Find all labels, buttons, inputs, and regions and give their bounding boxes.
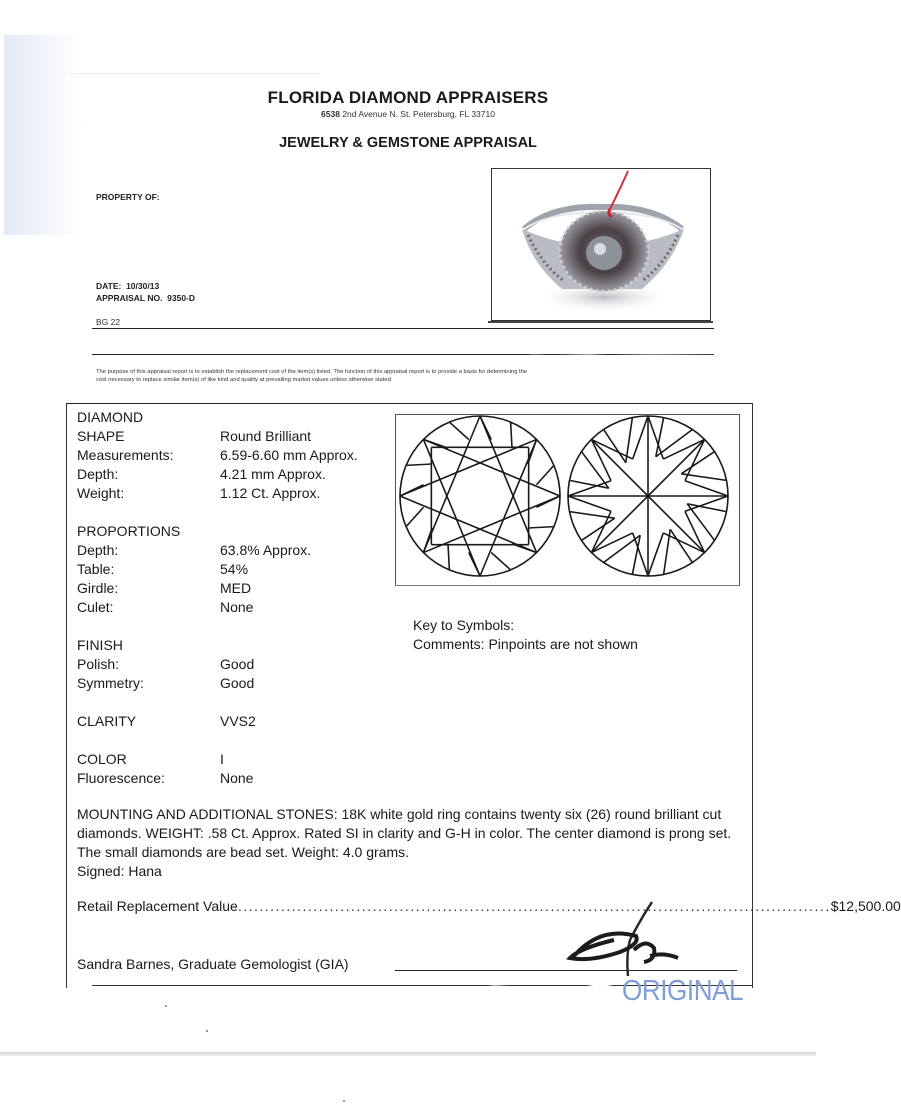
- original-stamp: ORIGINAL: [622, 975, 744, 1007]
- ring-photo-image: [492, 169, 710, 320]
- spec-label: Depth:: [77, 542, 119, 558]
- appraisal-number: [96, 293, 195, 303]
- scan-speck: [343, 1100, 345, 1102]
- reference-code: BG 22: [96, 317, 121, 327]
- leader-dots: ..............................................................................................................: [237, 898, 831, 914]
- spec-value: VVS2: [220, 713, 256, 729]
- spec-value: I: [220, 751, 224, 767]
- disclaimer-line-2: cost necessary to replace similar item(s) of like kind and quality at prevailing market values unless otherwise stated: [96, 377, 391, 383]
- pavilion-star-line: [685, 511, 705, 552]
- pavilion-half-line: [664, 529, 671, 574]
- property-of: [96, 192, 160, 202]
- company-name: FLORIDA DIAMOND APPRAISERS: [267, 88, 549, 107]
- spec-row-measurements: [77, 446, 358, 465]
- crown-facet-line: [491, 552, 510, 569]
- crown-facet-line: [400, 485, 424, 496]
- spec-row-table: [77, 560, 358, 579]
- spec-value: Good: [220, 656, 255, 672]
- address-number: 6538: [321, 109, 340, 119]
- crown-facet-line: [511, 422, 512, 448]
- spec-label: Measurements:: [77, 447, 174, 463]
- disclaimer-line-1: The purpose of this appraisal report is to establish the replacement cost of the item(s) listed. The function of this appraisal report is to provide a basis for determining the: [96, 369, 528, 375]
- key-to-symbols: Key to Symbols:: [413, 617, 515, 633]
- spec-row-depth-mm: [77, 465, 358, 484]
- pavilion-star-line: [685, 481, 728, 496]
- disclaimer: [96, 368, 716, 384]
- clarity-plot-diagrams: [400, 416, 740, 582]
- spec-row-clarity: [77, 712, 358, 731]
- crown-facet-line: [469, 552, 480, 576]
- pavilion-half-line: [656, 429, 693, 456]
- spec-label: Girdle:: [77, 580, 119, 596]
- crown-facet-line: [448, 544, 449, 570]
- divider: [92, 354, 714, 355]
- spec-row-depth-pct: [77, 541, 358, 560]
- spec-label: Symmetry:: [77, 675, 144, 691]
- diamond-heading: DIAMOND: [77, 409, 144, 425]
- pavilion-star-line: [591, 533, 632, 553]
- spec-value: 1.12 Ct. Approx.: [220, 485, 321, 501]
- ring-photo: [491, 168, 711, 321]
- company-address: [0, 109, 816, 119]
- crown-facet-line: [449, 422, 468, 439]
- date-label: DATE:: [96, 281, 122, 291]
- handwritten-signature: [560, 900, 700, 980]
- diamond-specifications: [77, 408, 358, 788]
- spec-row-girdle: [77, 579, 358, 598]
- spec-value: Good: [220, 675, 255, 691]
- scan-speck: [206, 1030, 208, 1032]
- document-title: JEWELRY & GEMSTONE APPRAISAL: [279, 135, 537, 151]
- spec-label: Culet:: [77, 599, 114, 615]
- appraisal-date: [96, 281, 159, 291]
- pavilion-half-line: [626, 418, 633, 463]
- spec-value: 4.21 mm Approx.: [220, 466, 326, 482]
- finish-heading: FINISH: [77, 637, 123, 653]
- pavilion-star-line: [663, 439, 704, 459]
- crown-facet-line: [536, 496, 560, 507]
- pavilion-star-line: [648, 533, 663, 576]
- spec-label: Table:: [77, 561, 115, 577]
- appraisal-no-label: APPRAISAL NO.: [96, 293, 163, 303]
- plot-comments: Comments: Pinpoints are not shown: [413, 636, 638, 652]
- spec-label: SHAPE: [77, 428, 125, 444]
- address-street: 2nd Avenue N. St. Petersburg, FL 33710: [342, 109, 495, 119]
- spec-label: Weight:: [77, 485, 125, 501]
- spec-row-symmetry: [77, 674, 358, 693]
- section-heading-proportions: [77, 522, 358, 541]
- spec-row-polish: [77, 655, 358, 674]
- crown-facet-line: [536, 465, 553, 484]
- property-of-label: PROPERTY OF:: [96, 192, 160, 202]
- spec-value: None: [220, 599, 254, 615]
- section-heading-finish: [77, 636, 358, 655]
- signed-mark: Signed: Hana: [77, 863, 162, 879]
- pavilion-main-line: [648, 439, 705, 496]
- crown-facet-line: [406, 507, 423, 526]
- value-label: Retail Replacement Value: [77, 898, 238, 914]
- spec-label: Fluorescence:: [77, 770, 165, 786]
- spec-value: None: [220, 770, 254, 786]
- divider: [92, 328, 714, 329]
- spec-label: Polish:: [77, 656, 120, 672]
- spec-row-shape: [77, 427, 358, 446]
- scan-artifact-line: [70, 73, 320, 74]
- pavilion-star-line: [591, 439, 611, 480]
- plot-key: [413, 616, 638, 654]
- pavilion-star-line: [568, 496, 611, 511]
- mounting-text: MOUNTING AND ADDITIONAL STONES: 18K white gold ring contains twenty six (26) round brilliant cut diamonds. WEIGHT: .58 Ct. Approx. Rated SI in clarity and G-H in color. The center diamond is prong set. The small diamonds are bead set. Weight: 4.0 grams.: [77, 806, 732, 860]
- crown-facet-line: [480, 416, 491, 440]
- spec-value: Round Brilliant: [220, 428, 312, 444]
- pavilion-main-line: [648, 496, 705, 553]
- crown-facet-line: [528, 527, 554, 528]
- spec-label: CLARITY: [77, 713, 137, 729]
- pavilion-main-line: [591, 496, 648, 553]
- spec-value: 63.8% Approx.: [220, 542, 312, 558]
- pavilion-half-line: [570, 512, 615, 519]
- spec-value: MED: [220, 580, 252, 596]
- spec-row-color: [77, 750, 358, 769]
- pavilion-half-line: [604, 535, 641, 562]
- spec-row-culet: [77, 598, 358, 617]
- pavilion-half-line: [687, 504, 714, 541]
- spec-row-fluorescence: [77, 769, 358, 788]
- appraiser-name: Sandra Barnes, Graduate Gemologist (GIA): [77, 956, 349, 972]
- spec-row-weight: [77, 484, 358, 503]
- mounting-description: [77, 805, 757, 881]
- pavilion-main-line: [591, 439, 648, 496]
- value-amount: $12,500.00: [830, 898, 901, 914]
- spec-value: 6.59-6.60 mm Approx.: [220, 447, 358, 463]
- section-heading-diamond: [77, 408, 358, 427]
- spec-label: COLOR: [77, 751, 127, 767]
- page-edge: [0, 1052, 816, 1056]
- spec-value: 54%: [220, 561, 249, 577]
- crown-facet-line: [406, 464, 432, 465]
- proportions-heading: PROPORTIONS: [77, 523, 181, 539]
- pavilion-view-diagram: [568, 416, 728, 576]
- spec-label: Depth:: [77, 466, 119, 482]
- appraisal-no-value: 9350-D: [167, 293, 196, 303]
- pavilion-half-line: [681, 474, 726, 481]
- scan-speck: [165, 1005, 167, 1007]
- pavilion-half-line: [581, 452, 608, 489]
- date-value: 10/30/13: [126, 281, 160, 291]
- crown-view-diagram: [400, 416, 560, 576]
- photo-underline: [488, 321, 713, 323]
- pavilion-star-line: [633, 416, 648, 459]
